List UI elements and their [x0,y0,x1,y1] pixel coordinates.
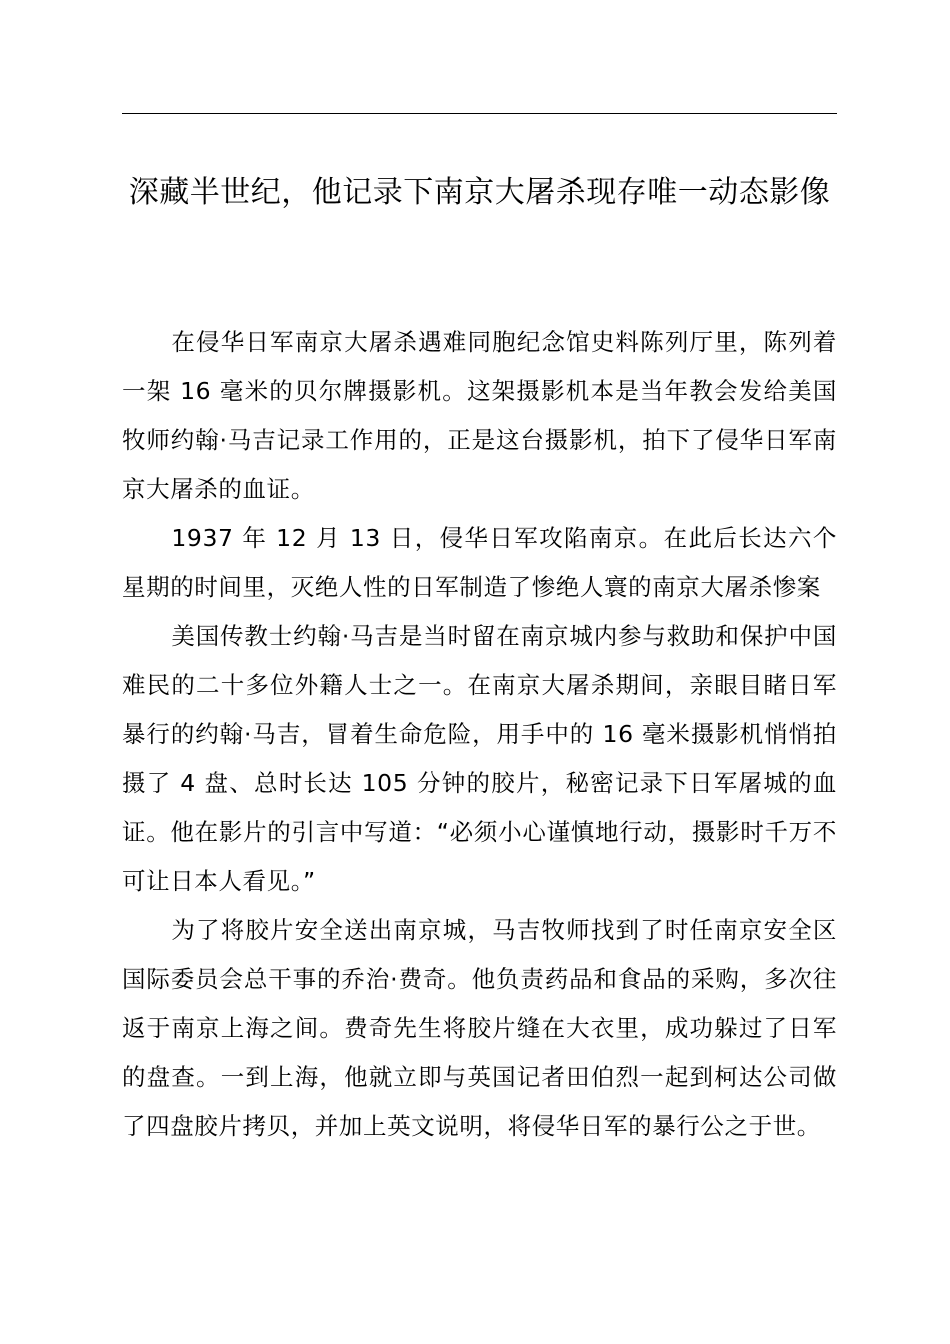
article-body [122,318,837,1151]
paragraph-1: 在侵华日军南京大屠杀遇难同胞纪念馆史料陈列厅里，陈列着一架 16 毫米的贝尔牌摄影机。这架摄影机本是当年教会发给美国牧师约翰·马吉记录工作用的，正是这台摄影机，拍下了侵华日军南京大屠杀的血证。 [122,328,837,503]
paragraph-3: 美国传教士约翰·马吉是当时留在南京城内参与救助和保护中国难民的二十多位外籍人士之一。在南京大屠杀期间，亲眼目睹日军暴行的约翰·马吉，冒着生命危险，用手中的 16 毫米摄影机悄悄拍摄了 4 盘、总时长达 105 分钟的胶片，秘密记录下日军屠城的血证。他在影片的引言中写道：“必须小心谨慎地行动，摄影时千万不可让日本人看见。” [122,622,837,895]
paragraph-2: 1937 年 12 月 13 日，侵华日军攻陷南京。在此后长达六个星期的时间里，灭绝人性的日军制造了惨绝人寰的南京大屠杀惨案 [122,524,837,601]
header-rule [122,113,837,114]
paragraph-4: 为了将胶片安全送出南京城，马吉牧师找到了时任南京安全区国际委员会总干事的乔治·费奇。他负责药品和食品的采购，多次往返于南京上海之间。费奇先生将胶片缝在大衣里，成功躲过了日军的盘查。一到上海，他就立即与英国记者田伯烈一起到柯达公司做了四盘胶片拷贝，并加上英文说明，将侵华日军的暴行公之于世。 [122,916,838,1140]
article-title: 深藏半世纪，他记录下南京大屠杀现存唯一动态影像 [128,175,831,210]
